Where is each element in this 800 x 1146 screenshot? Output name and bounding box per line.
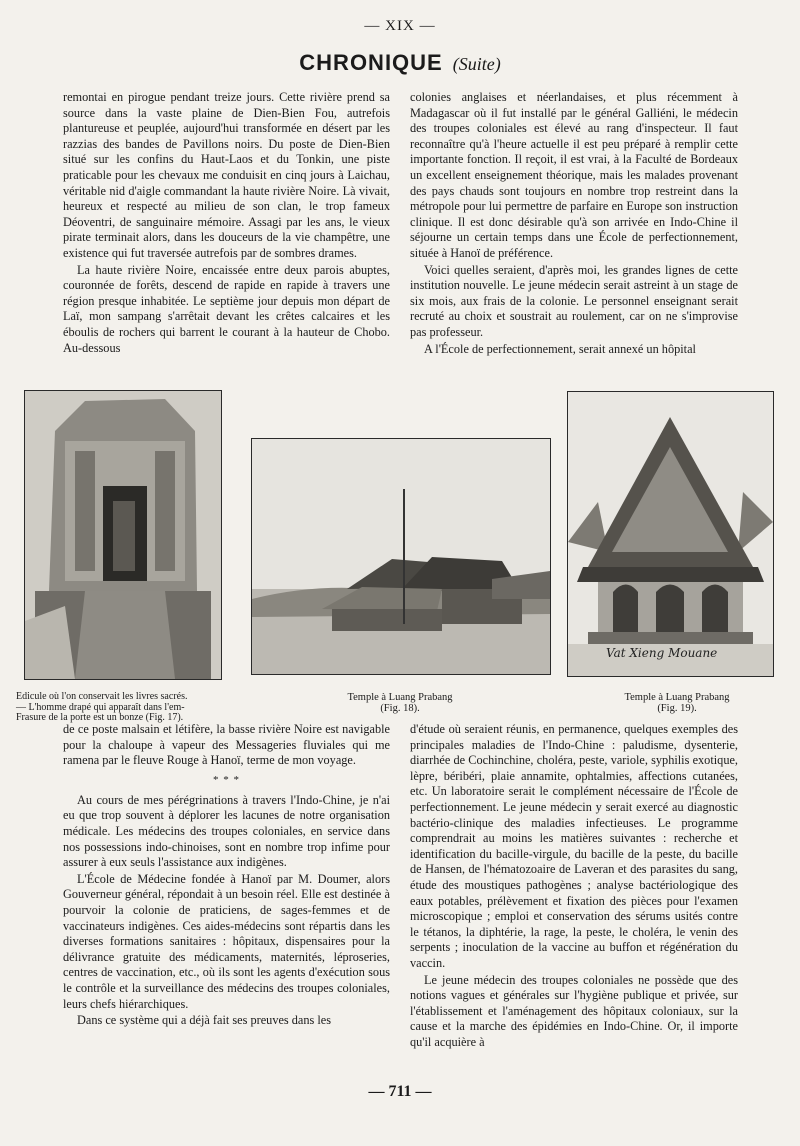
figure-17-caption: [16, 692, 228, 724]
caption-line: Temple à Luang Prabang: [624, 692, 730, 703]
chronicle-subtitle: (Suite): [452, 54, 501, 74]
text-column-bottom-left: [63, 722, 390, 1029]
figure-19-caption: [567, 692, 787, 714]
paragraph: colonies anglaises et néerlandaises, et plus récemment à Madagascar où il fut installé par le général Galliéni, le médecin des troupes coloniales est élevé au rang d'inspecteur. Il faut reconnaître qu'à l'heure actuelle il est peu préparé à remplir cette importante fonction. Il reçoit, il est vrai, à la Faculté de Bordeaux un excellent enseignement théorique, mais les malades provenant des pays chauds sont toujours en nombre trop restreint dans la métropole pour lui permettre de parfaire en Europe son instruction clinique. Il est donc désirable qu'à son arrivée en Indo-Chine il séjourne un certain temps dans une École de perfectionnement, située à Hanoï de préférence.: [410, 90, 738, 260]
caption-line: Temple à Luang Prabang: [347, 692, 453, 703]
caption-line: Edicule où l'on conservait les livres sacrés.: [16, 691, 188, 702]
paragraph: Dans ce système qui a déjà fait ses preuves dans les: [77, 1013, 332, 1028]
paragraph: A l'École de perfectionnement, serait annexé un hôpital: [424, 341, 696, 356]
caption-line: Frasure de la porte est un bonze (Fig. 17).: [16, 712, 184, 723]
temple-photo-icon: [251, 438, 551, 675]
section-heading: [0, 50, 800, 76]
paragraph: Le jeune médecin des troupes coloniales ne possède que des notions vagues et générales sur l'hygiène publique et privée, sur l'établissement et l'aménagement des hôpitaux coloniaux, sur la cause et la marche des épidémies en Indo-Chine. Or, il importe qu'il acquière à: [410, 972, 738, 1049]
paragraph: de ce poste malsain et létifère, la basse rivière Noire est navigable pour la chaloupe à vapeur des Messageries fluviales qui me ramena par le fleuve Rouge à Hanoï, terme de mon voyage.: [63, 722, 390, 768]
text-column-top-left: [63, 90, 390, 356]
paragraph: Voici quelles seraient, d'après moi, les grandes lignes de cette institution nouvelle. Le jeune médecin serait astreint à un stage de six mois, aux frais de la colonie. Le personnel enseignant serait recruté au choix et soustrait au roulement, car on ne s'improvise pas professeur.: [410, 262, 738, 339]
page-number: — 711 —: [368, 1083, 432, 1100]
paragraph: L'École de Médecine fondée à Hanoï par M. Doumer, alors Gouverneur général, répondait à un besoin réel. Elle est destinée à pourvoir la colonie de praticiens, de sages-femmes et de vaccinateurs indigènes. Ces aides-médecins sont répartis dans les diverses formations sanitaires : hôpitaux, dispensaires pour la délivrance gratuite des médicaments, maternités, léproseries, centres de vaccination, etc., où ils sont les agents d'exécution sous le contrôle et la surveillance des médecins des troupes coloniales, leurs chefs hiérarchiques.: [63, 871, 390, 1011]
paragraph: d'étude où seraient réunis, en permanence, quelques exemples des principales maladies de l'Indo-Chine : paludisme, dysenterie, diarrhée de Cochinchine, choléra, peste, variole, syphilis exotique, lèpre, béribéri, plaie annamite, ophtalmies, affections cutanées, etc. Un laboratoire serait le complément nécessaire de l'École de perfectionnement. Le jeune médecin y serait exercé au diagnostic bactério-clinique des maladies infectieuses. Le programme comprendrait au moins les matières suivantes : recherche et identification du bacille-virgule, du bacille de la peste, du bacille de Hansen, de l'hématozoaire de Laveran et des parasites du sang, étude des moustiques pathogènes ; analyse bactériologique des eaux potables, prélèvement et fixation des pièces pour l'examen microscopique ; emploi et conservation des sérums usités contre le tétanos, la diphtérie, la rage, la peste, le choléra, le venin des serpents ; inoculation de la vaccine au buffon et régénération du vaccin.: [410, 722, 738, 970]
text-column-top-right: [410, 90, 738, 357]
chronicle-title: CHRONIQUE: [299, 50, 443, 75]
paragraph: La haute rivière Noire, encaissée entre deux parois abuptes, couronnée de forêts, descend de rapide en rapide à travers une région presque inhabitée. Le septième jour depuis mon départ de Laï, mon sampang s'arrêtait devant les crêtes calcaires et les éboulis de rochers qui barrent le courant à la hauteur de Chobo. Au-dessous: [63, 262, 390, 355]
text-column-bottom-right: [410, 722, 738, 1050]
figure-18-caption: [251, 692, 549, 714]
temple-facade-photo-icon: [567, 391, 774, 677]
page-roman-numeral: — XIX —: [364, 18, 436, 34]
caption-line: (Fig. 18).: [380, 703, 420, 714]
paragraph: Au cours de mes pérégrinations à travers l'Indo-Chine, je n'ai eu que trop souvent à déplorer les lacunes de notre organisation médicale. Les médecins des troupes coloniales, en service dans nos possessions indo-chinoises, sont en nombre trop infime pour assurer à eux seuls l'assistance aux indigènes.: [63, 792, 390, 870]
caption-line: (Fig. 19).: [657, 703, 697, 714]
paragraph: remontai en pirogue pendant treize jours. Cette rivière prend sa source dans la vaste plaine de Dien-Bien Fou, autrefois plantureuse et peuplée, aujourd'hui transformée en désert par les razzias des bandes de Pavillons noirs. Du poste de Dien-Bien situé sur les confins du Haut-Laos et du Tonkin, une piste praticable pour les chevaux me conduisit en cinq jours à Laichau, véritable nid d'aigle commandant la haute rivière Noire. Là vivait, heureux et respecté au milieu de son clan, le trop fameux Déoventri, de sanguinaire mémoire. Assagi par les ans, le vieux pirate terminait alors, dans les douceurs de la vie champêtre, une existence qui fut traversée autrefois par de sombres drames.: [63, 90, 390, 260]
section-separator: * * *: [213, 773, 240, 786]
photo-inscription: Vat Xieng Mouane: [606, 646, 718, 660]
caption-line: — L'homme drapé qui apparaît dans l'em-: [16, 701, 185, 713]
edicule-photo-icon: [24, 390, 222, 680]
